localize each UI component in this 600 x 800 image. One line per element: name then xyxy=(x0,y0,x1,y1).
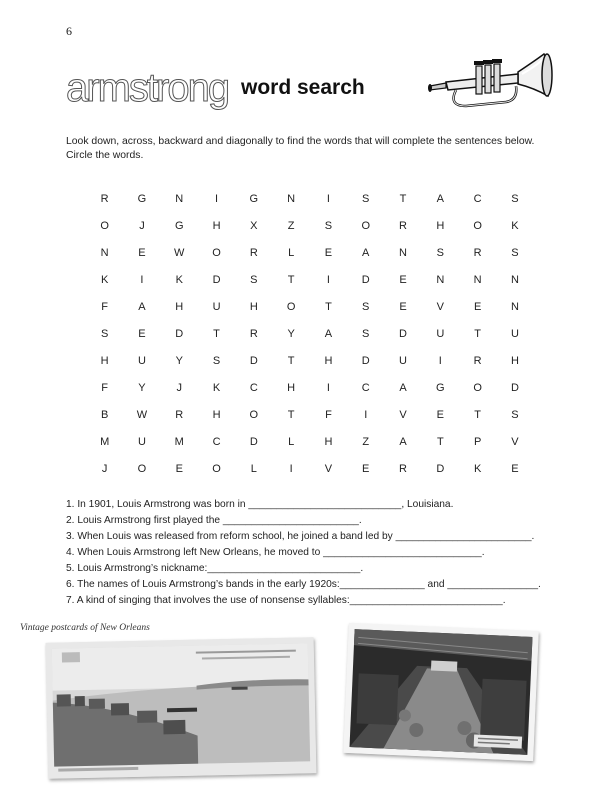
grid-letter[interactable]: V xyxy=(399,408,407,421)
grid-letter[interactable]: K xyxy=(100,273,109,286)
question-item: 4. When Louis Armstrong left New Orleans, he moved to ____________________________. xyxy=(66,547,485,558)
grid-letter[interactable]: J xyxy=(139,219,145,232)
grid-letter[interactable]: N xyxy=(473,273,482,286)
grid-letter[interactable]: O xyxy=(286,300,296,313)
grid-letter[interactable]: X xyxy=(250,219,258,232)
grid-letter[interactable]: I xyxy=(326,273,330,286)
title-light: armstrong xyxy=(66,66,229,110)
grid-letter[interactable]: Y xyxy=(175,354,183,367)
grid-letter[interactable]: R xyxy=(473,354,482,367)
grid-letter[interactable]: T xyxy=(287,408,295,421)
grid-row xyxy=(86,347,534,374)
grid-letter[interactable]: I xyxy=(364,408,368,421)
grid-letter[interactable]: T xyxy=(436,435,444,448)
grid-letter[interactable]: I xyxy=(289,462,293,475)
grid-letter[interactable]: S xyxy=(212,354,221,367)
grid-letter[interactable]: I xyxy=(438,354,442,367)
grid-letter[interactable]: K xyxy=(175,273,183,286)
grid-letter[interactable]: D xyxy=(249,435,258,448)
grid-letter[interactable]: T xyxy=(213,327,220,340)
grid-letter[interactable]: R xyxy=(175,408,184,421)
grid-letter[interactable]: Y xyxy=(287,327,295,340)
question-item: 6. The names of Louis Armstrong’s bands in the early 1920s:_______________ and ________________. xyxy=(66,579,541,590)
grid-row xyxy=(86,428,534,455)
grid-letter[interactable]: E xyxy=(473,300,482,313)
grid-letter[interactable]: G xyxy=(174,219,184,232)
grid-letter[interactable]: W xyxy=(174,246,185,259)
grid-letter[interactable]: A xyxy=(138,300,146,313)
grid-letter[interactable]: C xyxy=(212,435,221,448)
grid-letter[interactable]: M xyxy=(100,435,110,448)
grid-letter[interactable]: U xyxy=(510,327,519,340)
grid-letter[interactable]: Z xyxy=(287,219,295,232)
grid-letter[interactable]: U xyxy=(399,354,407,367)
grid-letter[interactable]: V xyxy=(511,435,519,448)
grid-letter[interactable]: Y xyxy=(138,381,146,394)
grid-letter[interactable]: R xyxy=(249,246,258,259)
grid-letter[interactable]: V xyxy=(436,300,444,313)
grid-letter[interactable]: R xyxy=(399,462,407,475)
grid-letter[interactable]: U xyxy=(137,435,146,448)
grid-letter[interactable]: J xyxy=(101,462,108,475)
postcard-market-interior xyxy=(343,623,538,761)
grid-row xyxy=(86,320,534,347)
grid-letter[interactable]: B xyxy=(100,408,109,421)
grid-letter[interactable]: D xyxy=(249,354,258,367)
grid-letter[interactable]: I xyxy=(140,273,144,286)
grid-letter[interactable]: D xyxy=(361,273,370,286)
grid-letter[interactable]: E xyxy=(362,462,370,475)
grid-letter[interactable]: Z xyxy=(362,435,370,448)
grid-letter[interactable]: E xyxy=(175,462,183,475)
trumpet-icon xyxy=(426,52,554,114)
grid-letter[interactable]: C xyxy=(361,381,370,394)
grid-letter[interactable]: W xyxy=(136,408,148,421)
question-item: 7. A kind of singing that involves the use of nonsense syllables:___________________________. xyxy=(66,595,506,606)
grid-letter[interactable]: E xyxy=(138,327,146,340)
grid-letter[interactable]: U xyxy=(212,300,221,313)
title-bold: word search xyxy=(241,76,365,99)
grid-letter[interactable]: D xyxy=(510,381,519,394)
grid-row xyxy=(86,185,534,212)
grid-letter[interactable]: J xyxy=(176,381,182,394)
grid-letter[interactable]: O xyxy=(361,219,370,232)
page-number: 6 xyxy=(66,24,72,38)
grid-letter[interactable]: S xyxy=(324,219,333,232)
grid-letter[interactable]: U xyxy=(137,354,146,367)
grid-letter[interactable]: E xyxy=(511,462,519,475)
question-list xyxy=(66,497,546,609)
grid-letter[interactable]: H xyxy=(100,354,109,367)
grid-letter[interactable]: H xyxy=(510,354,519,367)
grid-letter[interactable]: E xyxy=(399,273,407,286)
grid-letter[interactable]: G xyxy=(249,192,259,205)
grid-letter[interactable]: A xyxy=(324,327,333,340)
grid-letter[interactable]: I xyxy=(326,381,330,394)
grid-letter[interactable]: T xyxy=(474,408,481,421)
grid-letter[interactable]: R xyxy=(399,219,407,232)
grid-letter[interactable]: N xyxy=(287,192,296,205)
question-item: 3. When Louis was released from reform school, he joined a band led by ________________________. xyxy=(66,531,535,542)
grid-letter[interactable]: R xyxy=(473,246,482,259)
grid-letter[interactable]: H xyxy=(287,381,296,394)
grid-letter[interactable]: G xyxy=(137,192,147,205)
word-search-grid xyxy=(86,185,534,482)
grid-letter[interactable]: A xyxy=(362,246,370,259)
grid-letter[interactable]: O xyxy=(249,408,259,421)
grid-letter[interactable]: R xyxy=(249,327,258,340)
grid-letter[interactable]: D xyxy=(361,354,370,367)
grid-letter[interactable]: S xyxy=(100,327,109,340)
question-item: 5. Louis Armstrong’s nickname:___________________________. xyxy=(66,563,364,574)
grid-letter[interactable]: D xyxy=(175,327,184,340)
grid-letter[interactable]: D xyxy=(212,273,221,286)
question-item: 1. In 1901, Louis Armstrong was born in ___________________________, Louisiana. xyxy=(66,499,454,510)
grid-letter[interactable]: S xyxy=(362,327,370,340)
grid-letter[interactable]: H xyxy=(212,219,221,232)
grid-row xyxy=(86,374,534,401)
grid-letter[interactable]: H xyxy=(324,435,333,448)
grid-letter[interactable]: F xyxy=(101,300,109,313)
grid-letter[interactable]: O xyxy=(212,246,221,259)
grid-row xyxy=(86,212,534,239)
grid-letter[interactable]: N xyxy=(510,273,519,286)
grid-letter[interactable]: K xyxy=(212,381,221,394)
grid-letter[interactable]: N xyxy=(100,246,109,259)
grid-letter[interactable]: K xyxy=(473,462,482,475)
grid-letter[interactable]: G xyxy=(436,381,445,394)
grid-letter[interactable]: T xyxy=(399,192,407,205)
grid-letter[interactable]: H xyxy=(436,219,445,232)
grid-letter[interactable]: K xyxy=(511,219,519,232)
grid-letter[interactable]: N xyxy=(399,246,407,259)
grid-letter[interactable]: E xyxy=(138,246,146,259)
grid-letter[interactable]: S xyxy=(511,408,519,421)
grid-letter[interactable]: C xyxy=(473,192,482,205)
page-title xyxy=(66,66,396,110)
grid-letter[interactable]: L xyxy=(288,435,295,448)
grid-letter[interactable]: F xyxy=(325,408,332,421)
grid-letter[interactable]: A xyxy=(436,192,444,205)
grid-letter[interactable]: N xyxy=(436,273,445,286)
grid-letter[interactable]: V xyxy=(324,462,333,475)
instructions: Look down, across, backward and diagonally to find the words that will complete the sentences below. Circle the words. xyxy=(66,136,535,161)
grid-letter[interactable]: T xyxy=(287,354,295,367)
grid-letter[interactable]: H xyxy=(249,300,258,313)
grid-letter[interactable]: D xyxy=(399,327,407,340)
grid-letter[interactable]: S xyxy=(250,273,258,286)
question-item: 2. Louis Armstrong first played the ________________________. xyxy=(66,515,362,526)
grid-letter[interactable]: O xyxy=(100,219,109,232)
grid-letter[interactable]: L xyxy=(288,246,295,259)
grid-letter[interactable]: F xyxy=(101,381,109,394)
grid-letter[interactable]: S xyxy=(436,246,444,259)
postcard-river-view xyxy=(46,637,317,779)
grid-letter[interactable]: H xyxy=(212,408,221,421)
grid-letter[interactable]: D xyxy=(436,462,445,475)
grid-letter[interactable]: H xyxy=(175,300,184,313)
grid-letter[interactable]: I xyxy=(326,192,330,205)
grid-letter[interactable]: C xyxy=(249,381,258,394)
grid-letter[interactable]: R xyxy=(100,192,109,205)
grid-letter[interactable]: S xyxy=(362,192,370,205)
grid-letter[interactable]: N xyxy=(510,300,519,313)
grid-letter[interactable]: I xyxy=(215,192,219,205)
grid-row xyxy=(86,293,534,320)
grid-letter[interactable]: P xyxy=(473,435,482,448)
grid-letter[interactable]: L xyxy=(250,462,257,475)
grid-letter[interactable]: E xyxy=(436,408,444,421)
grid-letter[interactable]: A xyxy=(399,381,407,394)
grid-letter[interactable]: T xyxy=(287,273,295,286)
grid-row xyxy=(86,239,534,266)
grid-letter[interactable]: S xyxy=(511,192,519,205)
grid-letter[interactable]: N xyxy=(175,192,184,205)
grid-letter[interactable]: O xyxy=(473,381,482,394)
grid-row xyxy=(86,401,534,428)
grid-letter[interactable]: T xyxy=(474,327,481,340)
grid-letter[interactable]: T xyxy=(325,300,332,313)
grid-letter[interactable]: O xyxy=(473,219,482,232)
postcard-caption: Vintage postcards of New Orleans xyxy=(20,623,150,633)
grid-letter[interactable]: M xyxy=(174,435,184,448)
grid-letter[interactable]: A xyxy=(399,435,407,448)
grid-letter[interactable]: E xyxy=(399,300,407,313)
grid-letter[interactable]: S xyxy=(362,300,370,313)
grid-letter[interactable]: U xyxy=(436,327,445,340)
grid-letter[interactable]: E xyxy=(324,246,333,259)
grid-letter[interactable]: O xyxy=(137,462,147,475)
grid-row xyxy=(86,266,534,293)
grid-letter[interactable]: H xyxy=(324,354,333,367)
grid-row xyxy=(86,455,534,482)
grid-letter[interactable]: S xyxy=(511,246,519,259)
grid-letter[interactable]: O xyxy=(212,462,221,475)
